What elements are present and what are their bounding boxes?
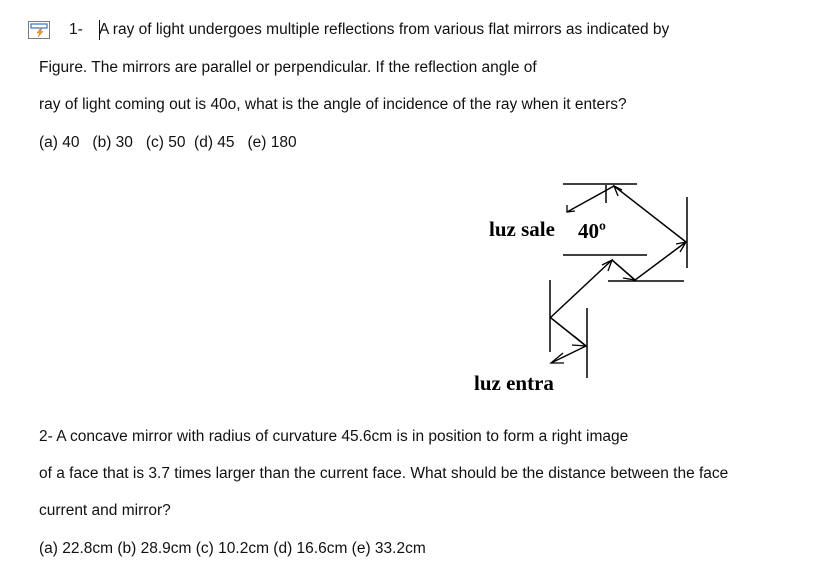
anchor-icon[interactable]	[28, 21, 50, 39]
question-1-options: (a) 40 (b) 30 (c) 50 (d) 45 (e) 180	[39, 134, 297, 151]
question-1-number: 1-	[69, 21, 83, 38]
label-light-in: luz entra	[474, 371, 554, 395]
mirror-reflection-figure	[460, 170, 710, 400]
ray-segment	[614, 186, 686, 242]
ray-segment	[550, 260, 612, 318]
question-2-line-1: 2- A concave mirror with radius of curvature 45.6cm is in position to form a right image	[39, 428, 629, 445]
question-1-line-2: Figure. The mirrors are parallel or perpendicular. If the reflection angle of	[39, 59, 537, 76]
question-1-line-1: A ray of light undergoes multiple reflections from various flat mirrors as indicated by	[99, 21, 670, 38]
question-2-options: (a) 22.8cm (b) 28.9cm (c) 10.2cm (d) 16.6cm (e) 33.2cm	[39, 540, 426, 557]
question-2-line-3: current and mirror?	[39, 502, 171, 519]
ray-segment	[635, 242, 686, 280]
question-1-line-3: ray of light coming out is 40o, what is the angle of incidence of the ray when it enters?	[39, 96, 627, 113]
ray-segment	[567, 186, 614, 212]
label-light-out: luz sale	[489, 217, 555, 241]
ray-segment	[551, 346, 586, 363]
question-2-line-2: of a face that is 3.7 times larger than the current face. What should be the distance between the face	[39, 465, 729, 482]
label-angle: 40º	[578, 219, 606, 243]
